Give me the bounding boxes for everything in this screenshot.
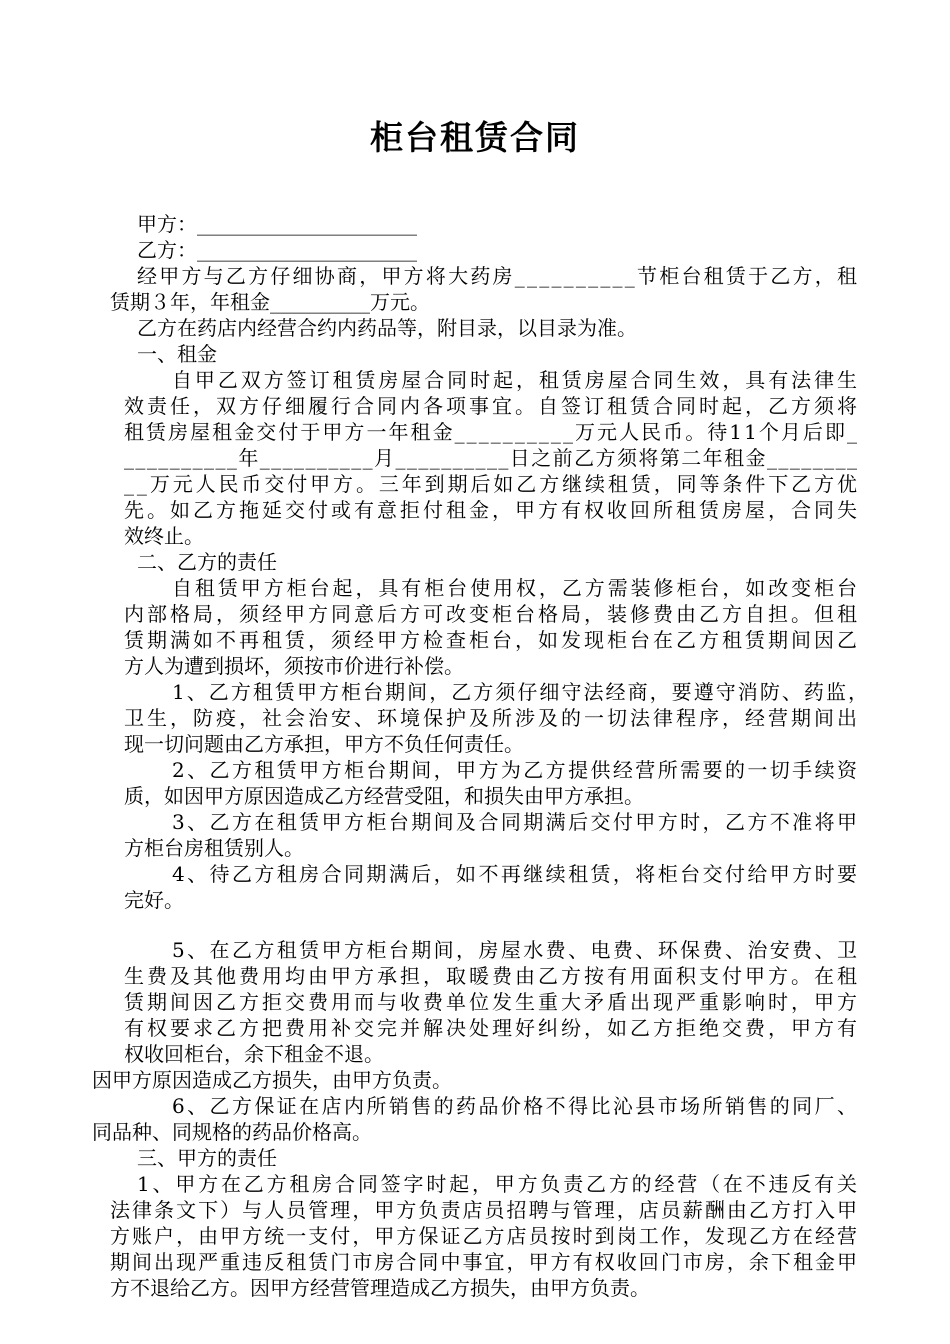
- paragraph-line: 方柜台房租赁别人。: [124, 836, 304, 860]
- paragraph-line: 经甲方与乙方仔细协商，甲方将大药房__________节柜台租赁于乙方，租: [137, 264, 860, 288]
- paragraph-line: 质，如因甲方原因造成乙方经营受阻，和损失由甲方承担。: [124, 784, 644, 808]
- paragraph-line: 6、乙方保证在店内所销售的药品价格不得比沁县市场所销售的同厂、: [172, 1094, 860, 1118]
- paragraph-line: 法律条文下）与人员管理，甲方负责店员招聘与管理，店员薪酬由乙方打入甲: [110, 1198, 860, 1222]
- paragraph-line: 方不退给乙方。因甲方经营管理造成乙方损失，由甲方负责。: [110, 1276, 650, 1300]
- paragraph-line: 赁期３年，年租金__________万元。: [110, 290, 430, 314]
- paragraph-line: 效终止。: [124, 524, 204, 548]
- paragraph-line: 自甲乙双方签订租赁房屋合同时起，租赁房屋合同生效，具有法律生: [172, 368, 860, 392]
- paragraph-line: 三、甲方的责任: [137, 1146, 277, 1170]
- paragraph-line: 内部格局，须经甲方同意后方可改变柜台格局，装修费由乙方自担。但租: [124, 602, 860, 626]
- paragraph-line: 二、乙方的责任: [137, 550, 277, 574]
- paragraph-line: 方人为遭到损坏，须按市价进行补偿。: [124, 654, 464, 678]
- paragraph-line: 生费及其他费用均由甲方承担，取暖费由乙方按有用面积支付甲方。在租: [124, 964, 860, 988]
- paragraph-line: 1、甲方在乙方租房合同签字时起，甲方负责乙方的经营（在不违反有关: [137, 1172, 860, 1196]
- paragraph-line: 5、在乙方租赁甲方柜台期间，房屋水费、电费、环保费、治安费、卫: [172, 938, 860, 962]
- paragraph-line: 乙方在药店内经营合约内药品等，附目录，以目录为准。: [137, 316, 637, 340]
- paragraph-line: 卫生，防疫，社会治安、环境保护及所涉及的一切法律程序，经营期间出: [124, 706, 860, 730]
- paragraph-line: 同品种、同规格的药品价格高。: [92, 1120, 372, 1144]
- paragraph-line: 权收回柜台，余下租金不退。: [124, 1042, 384, 1066]
- paragraph-line: 4、待乙方租房合同期满后，如不再继续租赁，将柜台交付给甲方时要: [172, 862, 860, 886]
- paragraph-line: 一、租金: [137, 342, 217, 366]
- paragraph-line: 方账户，由甲方统一支付，甲方保证乙方店员按时到岗工作，发现乙方在经营: [110, 1224, 860, 1248]
- paragraph-line: 期间出现严重违反租赁门市房合同中事宜，甲方有权收回门市房，余下租金甲: [110, 1250, 860, 1274]
- paragraph-line: __________年__________月__________日之前乙方须将第二年租金________: [124, 446, 859, 470]
- paragraph-line: 甲方：______________________: [137, 212, 417, 236]
- paragraph-line: 赁期满如不再租赁，须经甲方检查柜台，如发现柜台在乙方租赁期间因乙: [124, 628, 860, 652]
- paragraph-line: 自租赁甲方柜台起，具有柜台使用权，乙方需装修柜台，如改变柜台: [172, 576, 860, 600]
- paragraph-line: 完好。: [124, 888, 184, 912]
- paragraph-line: 先。如乙方拖延交付或有意拒付租金，甲方有权收回所租赁房屋，合同失: [124, 498, 860, 522]
- paragraph-line: 3、乙方在租赁甲方柜台期间及合同期满后交付甲方时，乙方不准将甲: [172, 810, 860, 834]
- document-title: 柜台租赁合同: [370, 118, 580, 157]
- paragraph-line: 现一切问题由乙方承担，甲方不负任何责任。: [124, 732, 524, 756]
- paragraph-line: 乙方：______________________: [137, 238, 417, 262]
- paragraph-line: __万元人民币交付甲方。三年到期后如乙方继续租赁，同等条件下乙方优: [124, 472, 860, 496]
- paragraph-line: 有权要求乙方把费用补交完并解决处理好纠纷，如乙方拒绝交费，甲方有: [124, 1016, 860, 1040]
- paragraph-line: 租赁房屋租金交付于甲方一年租金__________万元人民币。待11个月后即_: [124, 420, 860, 444]
- paragraph-line: 1、乙方租赁甲方柜台期间，乙方须仔细守法经商，要遵守消防、药监，: [172, 680, 871, 704]
- paragraph-line: 因甲方原因造成乙方损失，由甲方负责。: [92, 1068, 452, 1092]
- paragraph-line: 效责任，双方仔细履行合同内各项事宜。自签订租赁合同时起，乙方须将: [124, 394, 860, 418]
- paragraph-line: 2、乙方租赁甲方柜台期间，甲方为乙方提供经营所需要的一切手续资: [172, 758, 860, 782]
- paragraph-line: 赁期间因乙方拒交费用而与收费单位发生重大矛盾出现严重影响时，甲方: [124, 990, 860, 1014]
